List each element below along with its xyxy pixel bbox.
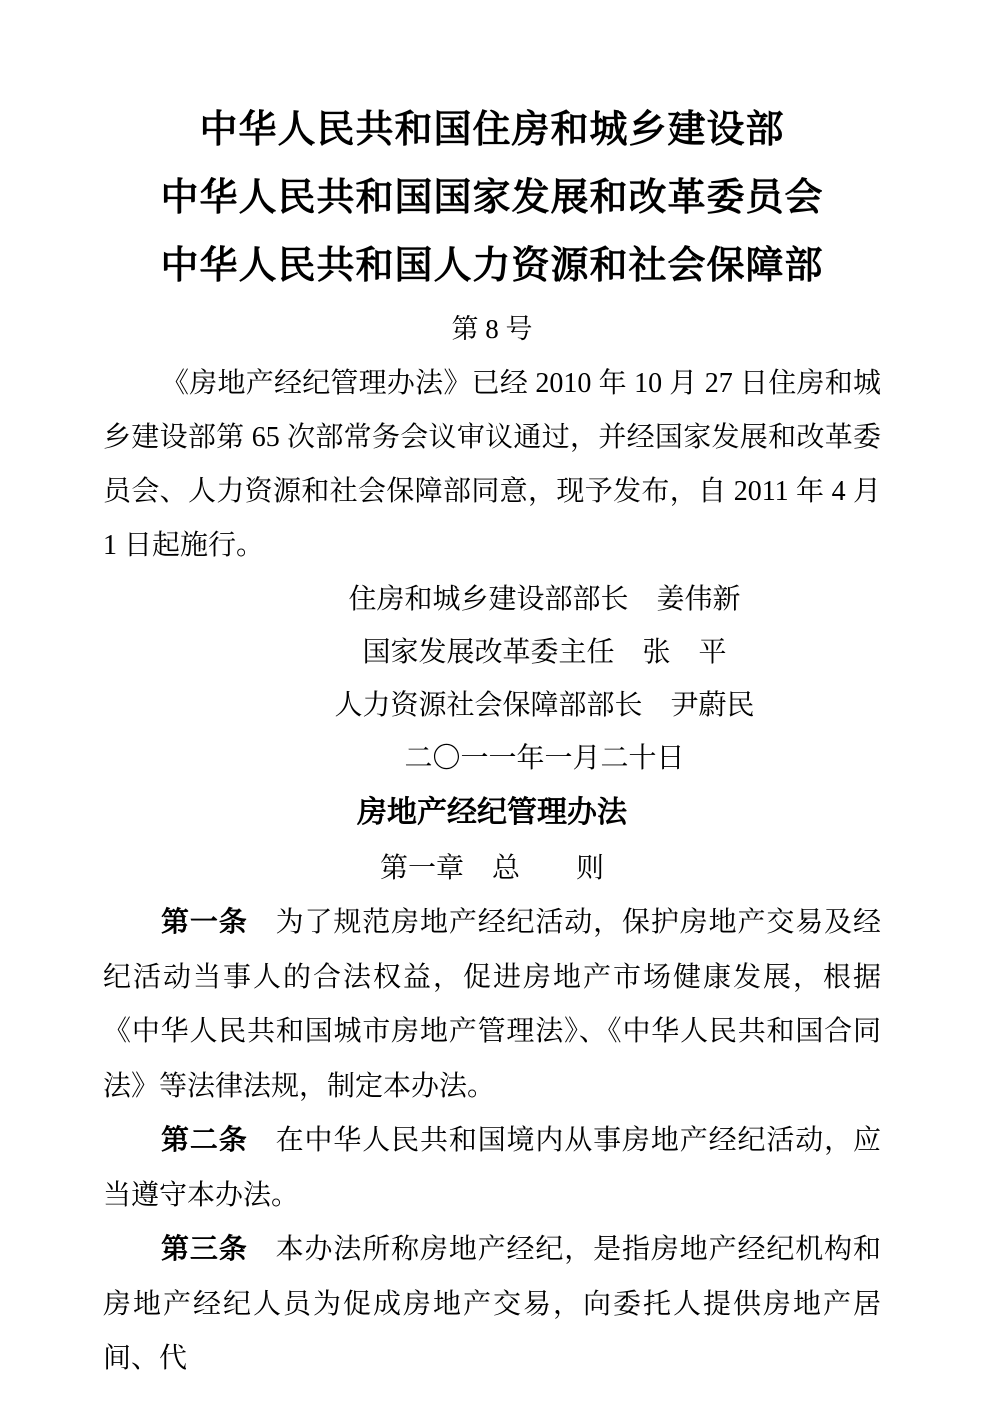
document-header (103, 96, 881, 300)
article-2-paragraph (103, 1114, 881, 1223)
article-1-label: 第一条 (161, 907, 248, 938)
signature-line-ndrc: 国家发展改革委主任 张 平 (362, 637, 727, 668)
article-3-label: 第三条 (161, 1234, 248, 1265)
signature-line-mohrss: 人力资源社会保障部部长 尹蔚民 (334, 690, 755, 721)
signature-date: 二〇一一年一月二十日 (404, 743, 685, 774)
article-1-paragraph (103, 896, 881, 1114)
decree-number: 第 8 号 (451, 314, 533, 344)
article-2-text: 在中华人民共和国境内从事房地产经纪活动，应当遵守本办法。 (103, 1125, 881, 1211)
signature-block (103, 573, 881, 785)
issuing-agency-title-1: 中华人民共和国住房和城乡建设部 (199, 109, 785, 151)
article-3-text: 本办法所称房地产经纪，是指房地产经纪机构和房地产经纪人员为促成房地产交易，向委托人提供房地产居间、代 (103, 1234, 881, 1374)
regulation-title: 房地产经纪管理办法 (357, 796, 627, 829)
article-1-text: 为了规范房地产经纪活动，保护房地产交易及经纪活动当事人的合法权益，促进房地产市场健康发展，根据《中华人民共和国城市房地产管理法》、《中华人民共和国合同法》等法律法规，制定本办法。 (103, 907, 881, 1102)
signature-line-mohurd: 住房和城乡建设部部长 姜伟新 (348, 584, 741, 615)
chapter-heading: 第一章 总 则 (379, 853, 604, 884)
promulgation-paragraph: 《房地产经纪管理办法》已经 2010 年 10 月 27 日住房和城乡建设部第 65 次部常务会议审议通过，并经国家发展和改革委员会、人力资源和社会保障部同意，现予发布，自 2011 年 4 月 1 日起施行。 (103, 368, 881, 561)
article-3-paragraph (103, 1223, 881, 1387)
issuing-agency-title-3: 中华人民共和国人力资源和社会保障部 (160, 245, 824, 287)
article-2-label: 第二条 (161, 1125, 248, 1156)
issuing-agency-title-2: 中华人民共和国国家发展和改革委员会 (160, 177, 824, 219)
